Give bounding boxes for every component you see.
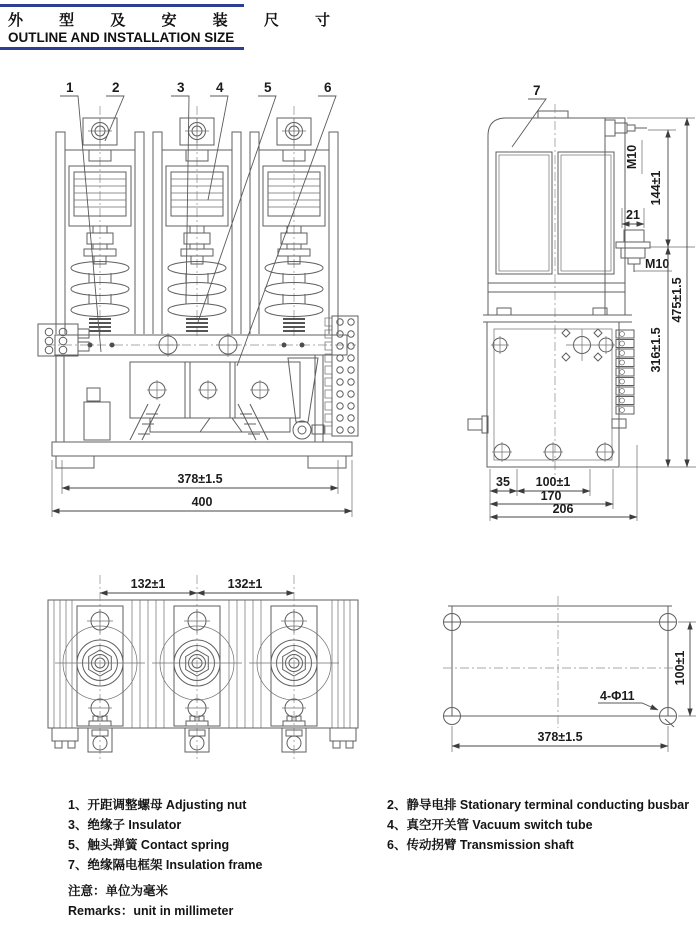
side-view-callout [512,83,546,147]
mounting-plate [443,596,677,728]
page-title-zh: 外 型 及 安 装 尺 寸 [8,12,347,29]
front-left-terminal-block [38,324,89,356]
leader-4 [208,96,228,200]
leader-5 [198,96,276,322]
callout-3: 3 [177,80,185,95]
mounting-dimensions [452,622,696,752]
dim-316: 316±1.5 [649,327,663,373]
side-view-dimensions [490,118,696,521]
front-view-poles [56,106,338,338]
front-view-dimensions [52,460,352,517]
remarks-zh: 注意：单位为毫米 [68,884,169,898]
legend-item-3: 3、绝缘子 Insulator [68,818,182,832]
top-view-plate [48,575,358,762]
leader-1 [60,96,101,352]
dim-132-right: 132±1 [227,577,263,591]
remarks-block [68,881,233,921]
front-view-base [38,316,358,468]
legend-item-6: 6、传动拐臂 Transmission shaft [387,838,574,852]
dim-132-left: 132±1 [130,577,166,591]
front-mechanism [52,355,352,468]
page-title-en: OUTLINE AND INSTALLATION SIZE [8,30,235,45]
legend-item-1: 1、开距调整螺母 Adjusting nut [68,798,247,812]
legend-item-5: 5、触头弹簧 Contact spring [68,838,230,852]
mounting-view [443,596,696,752]
side-shaft [562,329,602,361]
leader-6 [237,96,336,366]
side-top-bolt [605,120,647,136]
dim-475: 475±1.5 [670,277,684,323]
dim-m10-top: M10 [625,144,639,170]
callout-4: 4 [216,80,224,95]
dim-100-vert: 100±1 [673,650,687,686]
callout-6: 6 [324,80,332,95]
dim-378-mounting: 378±1.5 [537,730,583,744]
dim-400: 400 [191,495,213,509]
front-view [38,80,358,517]
dim-m10-bottom: M10 [645,257,670,271]
dim-35: 35 [496,475,510,489]
callout-1: 1 [66,80,74,95]
dim-4-holes: 4-Φ11 [600,689,635,703]
top-view [48,575,358,762]
callout-2: 2 [112,80,120,95]
side-view-base [468,308,634,467]
dim-144: 144±1 [649,170,663,206]
legend-right-column [387,795,689,855]
legend-item-4: 4、真空开关管 Vacuum switch tube [387,818,593,832]
dim-21: 21 [626,208,640,222]
dim-100: 100±1 [535,475,571,489]
remarks-en: Remarks：unit in millimeter [68,904,234,918]
dim-206: 206 [552,502,574,516]
legend-item-2: 2、静导电排 Stationary terminal conducting busbar [387,798,690,812]
front-right-terminal-strip [325,316,358,436]
callout-5: 5 [264,80,272,95]
legend-left-column [68,795,262,875]
legend-item-7: 7、绝缘隔电框架 Insulation frame [68,858,263,872]
callout-7: 7 [533,83,541,98]
dim-378: 378±1.5 [177,472,223,486]
dim-170: 170 [540,489,562,503]
side-view [468,83,696,521]
